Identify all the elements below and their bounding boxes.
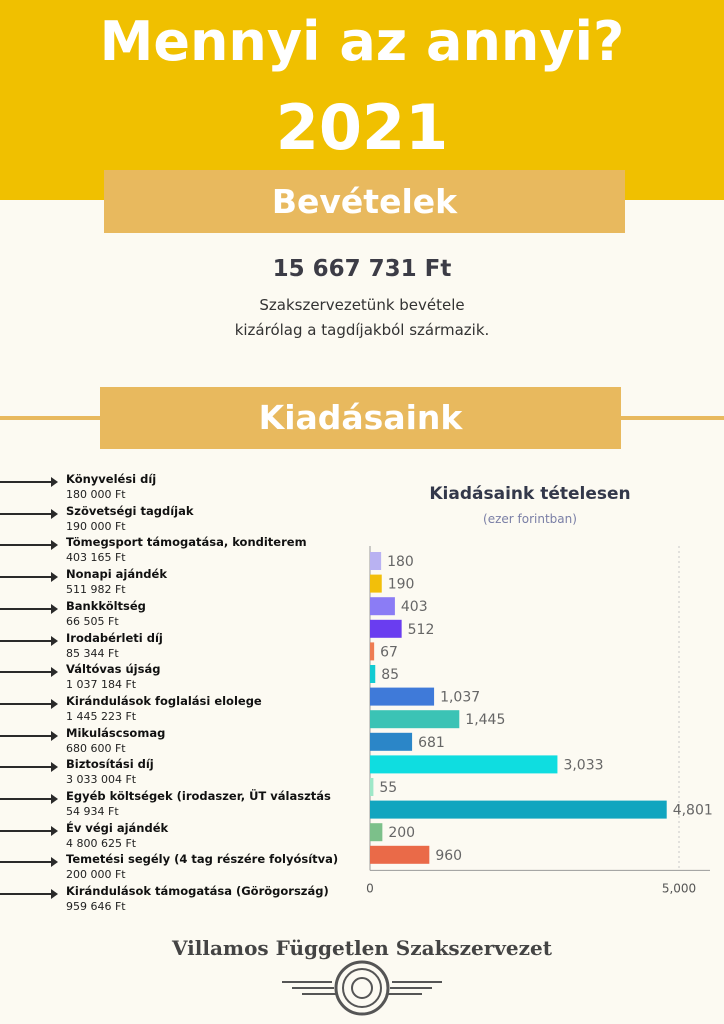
income-description: Szakszervezetünk bevétele kizárólag a tagdíjakból származik. xyxy=(234,296,490,339)
arrow-right-icon xyxy=(0,798,56,800)
bar xyxy=(370,575,382,593)
expense-name: Könyvelési díj xyxy=(66,472,157,486)
arrow-right-icon xyxy=(0,766,56,768)
chart-subtitle: (ezer forintban) xyxy=(483,512,577,526)
bar-value-label: 190 xyxy=(387,576,415,593)
x-tick-label: 5,000 xyxy=(661,881,697,896)
bar-value-label: 512 xyxy=(407,621,435,638)
expense-amount: 54 934 Ft xyxy=(66,805,119,818)
bar-value-label: 67 xyxy=(380,644,398,661)
expense-name: Mikuláscsomag xyxy=(66,725,166,740)
expense-name: Kirándulások támogatása (Görögország) xyxy=(66,884,329,899)
bar-value-label: 1,445 xyxy=(465,712,506,729)
bar xyxy=(370,552,381,570)
expense-amount: 180 000 Ft xyxy=(66,488,126,501)
arrow-right-icon xyxy=(0,513,56,515)
expense-name: Szövetségi tagdíjak xyxy=(66,503,194,518)
expense-amount: 511 982 Ft xyxy=(66,583,126,597)
bar xyxy=(370,688,434,706)
bar xyxy=(370,846,429,864)
expense-name: Egyéb költségek (irodaszer, ÜT választás xyxy=(66,789,331,803)
bar xyxy=(370,597,395,615)
expense-item xyxy=(0,535,360,569)
bar xyxy=(370,801,667,819)
arrow-right-icon xyxy=(0,703,56,705)
expense-name: Nonapi ajándék xyxy=(66,567,167,582)
expense-amount: 4 800 625 Ft xyxy=(66,836,137,850)
arrow-right-icon xyxy=(0,861,56,863)
expenses-bar-chart xyxy=(340,540,720,900)
bar xyxy=(370,733,412,751)
expense-amount: 200 000 Ft xyxy=(66,868,126,882)
bar-value-label: 960 xyxy=(435,847,463,864)
income-amount: 15 667 731 Ft xyxy=(272,256,452,282)
expenses-heading: Kiadásaink xyxy=(100,387,621,449)
expense-item xyxy=(0,821,360,855)
expense-name: Biztosítási díj xyxy=(66,757,154,772)
organization-name: Villamos Független Szakszervezet xyxy=(172,936,552,960)
bar-value-label: 681 xyxy=(418,734,445,751)
expense-amount: 190 000 Ft xyxy=(66,519,126,533)
expense-item xyxy=(0,662,360,696)
bar-value-label: 200 xyxy=(388,825,416,842)
expense-item xyxy=(0,599,360,633)
arrow-right-icon xyxy=(0,735,56,737)
arrow-right-icon xyxy=(0,576,56,578)
arrow-right-icon xyxy=(0,640,56,642)
expense-amount: 1 445 223 Ft xyxy=(66,709,137,723)
bar xyxy=(370,778,373,796)
expense-item xyxy=(0,631,360,665)
arrow-right-icon xyxy=(0,893,56,895)
organization-logo-icon xyxy=(262,958,462,1018)
bar-value-label: 403 xyxy=(400,599,428,616)
bar-value-label: 3,033 xyxy=(563,757,604,774)
expense-name: Irodabérleti díj xyxy=(66,630,163,645)
x-tick-label: 0 xyxy=(366,881,374,896)
bar-value-label: 4,801 xyxy=(672,802,713,819)
expense-amount: 66 505 Ft xyxy=(66,614,119,628)
arrow-right-icon xyxy=(0,671,56,673)
bar xyxy=(370,665,375,683)
expense-item xyxy=(0,757,360,791)
arrow-right-icon xyxy=(0,608,56,610)
expense-item xyxy=(0,726,360,760)
expense-item xyxy=(0,567,360,601)
chart-title: Kiadásaink tételesen xyxy=(429,484,631,504)
expense-list xyxy=(0,0,360,920)
bar xyxy=(370,755,557,773)
expense-item xyxy=(0,789,360,823)
expense-name: Kirándulások foglalási elolege xyxy=(66,693,262,708)
expense-item xyxy=(0,694,360,728)
expense-amount: 1 037 184 Ft xyxy=(66,678,137,692)
expense-item xyxy=(0,884,360,918)
bar-value-label: 1,037 xyxy=(440,689,481,706)
expense-name: Temetési segély (4 tag részére folyósítva) xyxy=(66,852,339,867)
expense-name: Váltóvas újság xyxy=(66,662,161,677)
expense-name: Év végi ajándék xyxy=(66,820,169,835)
expense-amount: 3 033 004 Ft xyxy=(66,773,137,787)
bar xyxy=(370,823,382,841)
expense-amount: 403 165 Ft xyxy=(66,551,126,565)
expense-name: Bankköltség xyxy=(66,598,146,613)
arrow-right-icon xyxy=(0,830,56,832)
expense-item xyxy=(0,472,360,506)
expense-name: Tömegsport támogatása, konditerem xyxy=(66,535,307,550)
arrow-right-icon xyxy=(0,544,56,546)
expense-item xyxy=(0,504,360,538)
bar xyxy=(370,642,374,660)
expense-item xyxy=(0,852,360,886)
bar-value-label: 55 xyxy=(379,780,398,796)
page-title: Mennyi az annyi? xyxy=(99,10,625,73)
bar xyxy=(370,710,459,728)
expense-amount: 959 646 Ft xyxy=(66,900,126,914)
page-year: 2021 xyxy=(275,91,449,164)
arrow-right-icon xyxy=(0,481,56,483)
bar-value-label: 180 xyxy=(387,554,414,570)
bar-value-label: 85 xyxy=(381,667,400,683)
expense-amount: 85 344 Ft xyxy=(66,646,119,660)
bar xyxy=(370,620,402,638)
expense-amount: 680 600 Ft xyxy=(66,741,126,755)
income-heading: Bevételek xyxy=(104,170,625,233)
